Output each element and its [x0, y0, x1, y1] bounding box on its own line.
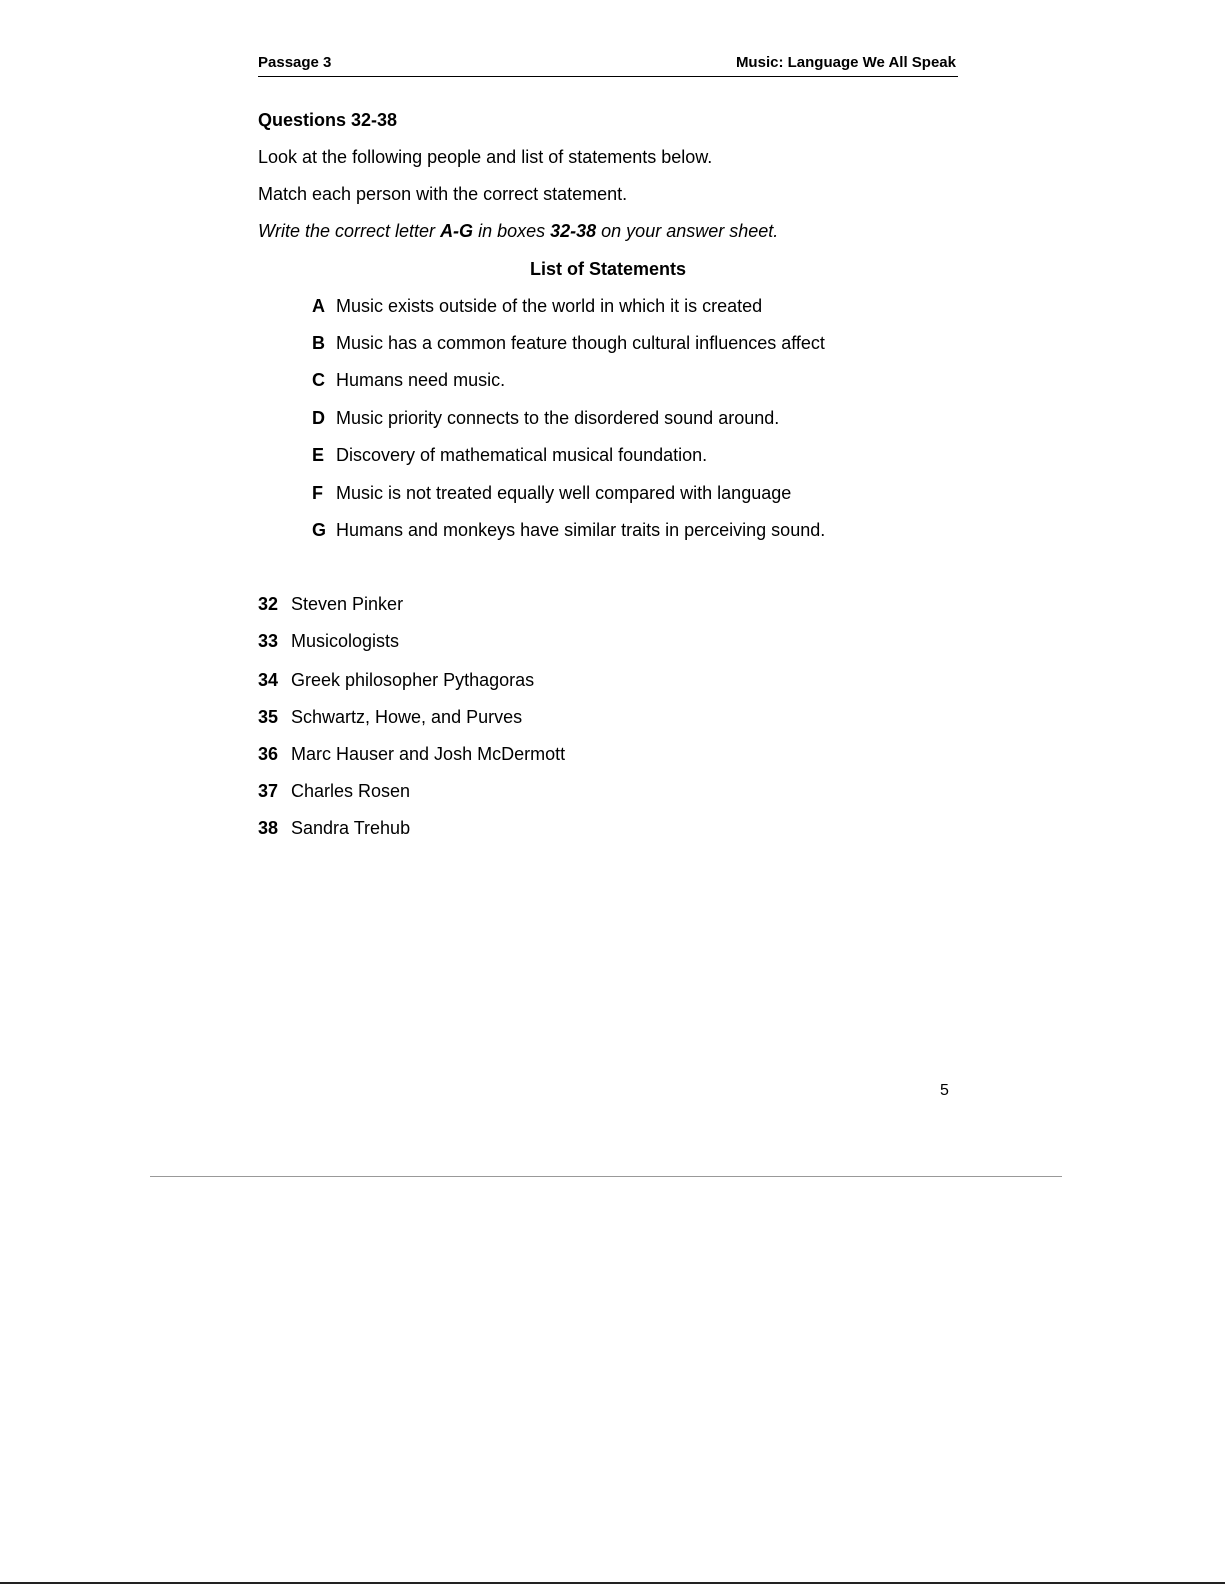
- statement-letter: C: [312, 370, 325, 390]
- question-person: Charles Rosen: [291, 781, 411, 801]
- statement-letter: A: [312, 296, 325, 316]
- question-number: 33: [258, 631, 279, 651]
- bottom-border: [0, 1582, 1225, 1584]
- question-item: [258, 629, 399, 653]
- statement-text: Humans and monkeys have similar traits in perceiving sound.: [336, 520, 826, 540]
- statement-item: [312, 368, 505, 392]
- statement-item: [312, 443, 707, 467]
- statement-text: Music priority connects to the disordered sound around.: [336, 408, 780, 428]
- question-person: Schwartz, Howe, and Purves: [291, 707, 523, 727]
- question-item: [258, 742, 565, 766]
- passage-label: Passage 3: [258, 54, 332, 71]
- question-person: Sandra Trehub: [291, 818, 411, 838]
- statement-letter: E: [312, 445, 325, 465]
- question-item: [258, 779, 410, 803]
- instruction-boxes: 32-38: [550, 221, 597, 241]
- statement-item: [312, 294, 762, 318]
- statement-item: [312, 518, 825, 542]
- page-number: 5: [940, 1082, 949, 1099]
- statement-letter: D: [312, 408, 325, 428]
- statement-text: Music is not treated equally well compared with language: [336, 483, 792, 503]
- statement-letter: F: [312, 483, 323, 503]
- list-of-statements-title: List of Statements: [529, 259, 687, 279]
- instruction-line-3: [258, 219, 778, 243]
- page-divider: [150, 1176, 1062, 1177]
- instruction-part-2: in boxes: [473, 221, 551, 241]
- question-number: 38: [258, 818, 279, 838]
- question-number: 36: [258, 744, 279, 764]
- passage-title: Music: Language We All Speak: [735, 54, 956, 71]
- instruction-part-1: Write the correct letter: [258, 221, 441, 241]
- question-person: Marc Hauser and Josh McDermott: [291, 744, 566, 764]
- question-number: 37: [258, 781, 279, 801]
- statement-letter: B: [312, 333, 325, 353]
- statement-item: [312, 406, 779, 430]
- question-item: [258, 816, 410, 840]
- instruction-letters: A-G: [440, 221, 474, 241]
- statement-text: Humans need music.: [336, 370, 506, 390]
- question-item: [258, 705, 522, 729]
- statement-text: Music exists outside of the world in which it is created: [336, 296, 763, 316]
- statement-item: [312, 481, 791, 505]
- instruction-line-1: Look at the following people and list of statements below.: [258, 147, 713, 167]
- statement-text: Music has a common feature though cultural influences affect: [336, 333, 825, 353]
- statement-letter: G: [312, 520, 327, 540]
- instruction-part-3: on your answer sheet.: [596, 221, 779, 241]
- question-number: 35: [258, 707, 279, 727]
- question-item: [258, 592, 403, 616]
- question-person: Steven Pinker: [291, 594, 404, 614]
- questions-heading: Questions 32-38: [258, 110, 398, 130]
- question-person: Greek philosopher Pythagoras: [291, 670, 535, 690]
- question-item: [258, 668, 534, 692]
- instruction-line-2: Match each person with the correct statement.: [258, 184, 628, 204]
- question-number: 32: [258, 594, 279, 614]
- statement-text: Discovery of mathematical musical foundation.: [336, 445, 708, 465]
- page-header: [258, 52, 958, 77]
- statement-item: [312, 331, 825, 355]
- question-person: Musicologists: [291, 631, 400, 651]
- question-number: 34: [258, 670, 279, 690]
